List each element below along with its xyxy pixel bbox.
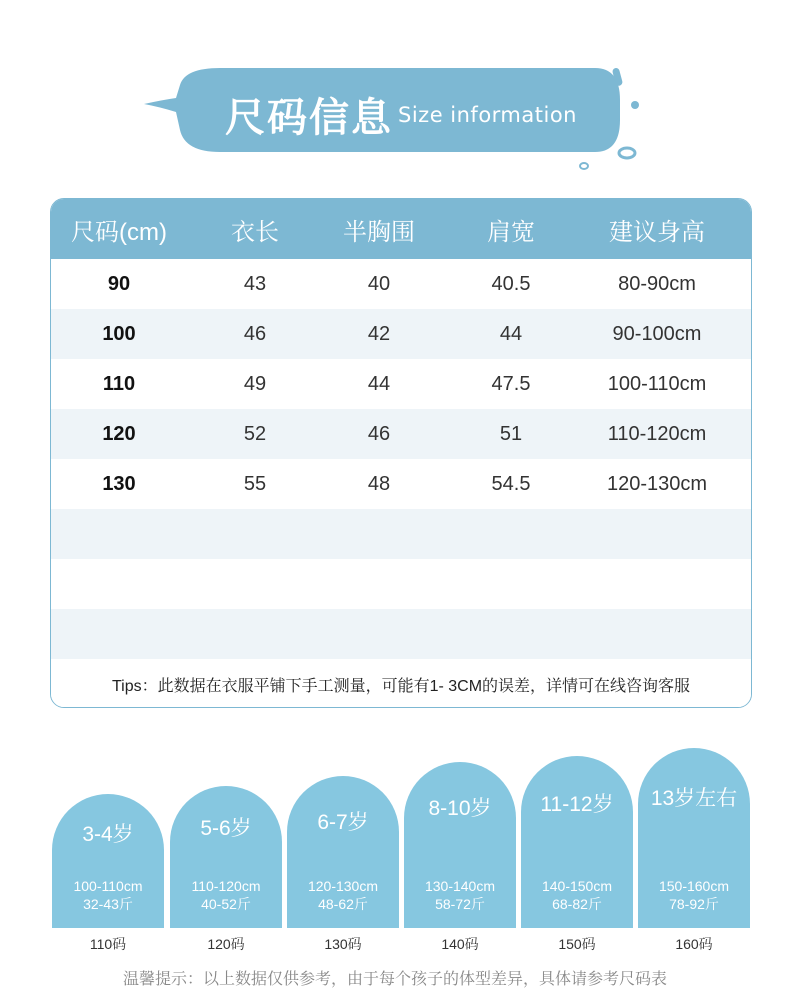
size-code: 140码 xyxy=(441,936,479,952)
page-subtitle: Size information xyxy=(398,103,577,127)
cell-half-chest: 44 xyxy=(367,372,391,395)
cell-height: 100-110cm xyxy=(607,372,707,395)
cell-size: 130 xyxy=(102,472,136,495)
size-table xyxy=(50,198,752,708)
age-height-range: 150-160cm xyxy=(658,878,730,894)
cell-half-chest: 42 xyxy=(367,322,391,345)
age-label: 11-12岁 xyxy=(540,793,614,816)
age-label: 8-10岁 xyxy=(428,797,492,820)
cell-half-chest: 46 xyxy=(367,422,391,445)
cell-shoulder: 51 xyxy=(499,422,523,445)
age-height-range: 130-140cm xyxy=(424,878,496,894)
age-weight-range: 40-52斤 xyxy=(201,896,251,912)
cell-size: 110 xyxy=(102,372,136,395)
size-code: 120码 xyxy=(207,936,245,952)
cell-size: 90 xyxy=(107,272,131,295)
size-code: 110码 xyxy=(89,936,127,952)
cell-size: 100 xyxy=(102,322,136,345)
age-weight-range: 48-62斤 xyxy=(318,896,368,912)
cell-height: 110-120cm xyxy=(607,422,707,445)
age-weight-range: 58-72斤 xyxy=(435,896,485,912)
cell-shoulder: 44 xyxy=(499,322,523,345)
age-label: 6-7岁 xyxy=(317,811,369,834)
cell-height: 90-100cm xyxy=(612,322,702,345)
cell-length: 43 xyxy=(243,272,267,295)
title-bubble xyxy=(140,60,650,175)
column-header-size: 尺码(cm) xyxy=(71,218,167,246)
age-height-range: 120-130cm xyxy=(307,878,379,894)
cell-half-chest: 48 xyxy=(367,472,391,495)
cell-height: 80-90cm xyxy=(618,272,696,295)
reference-note: 温馨提示：以上数据仅供参考，由于每个孩子的体型差异，具体请参考尺码表 xyxy=(122,971,667,988)
age-size-tiles xyxy=(0,748,790,928)
table-row-empty xyxy=(51,509,751,559)
column-header-height: 建议身高 xyxy=(609,218,705,246)
age-tile xyxy=(521,756,633,928)
cell-length: 49 xyxy=(243,372,267,395)
table-row xyxy=(51,259,751,309)
cell-size: 120 xyxy=(102,422,136,445)
size-code: 160码 xyxy=(675,936,713,952)
cell-length: 46 xyxy=(243,322,267,345)
age-label: 5-6岁 xyxy=(200,817,252,840)
table-row xyxy=(51,309,751,359)
measurement-tips: Tips：此数据在衣服平铺下手工测量，可能有1- 3CM的误差，详情可在线咨询客服 xyxy=(51,661,751,707)
column-header-shoulder: 肩宽 xyxy=(487,218,535,246)
age-tile xyxy=(170,786,282,928)
cell-height: 120-130cm xyxy=(606,472,708,495)
age-tile xyxy=(287,776,399,928)
table-row xyxy=(51,359,751,409)
cell-shoulder: 40.5 xyxy=(491,272,531,295)
size-codes xyxy=(0,934,790,954)
age-tile xyxy=(404,762,516,928)
table-header xyxy=(51,199,751,259)
age-tile xyxy=(638,748,750,928)
page-title: 尺码信息 xyxy=(225,95,393,141)
cell-length: 55 xyxy=(243,472,267,495)
size-code: 130码 xyxy=(324,936,362,952)
column-header-half-chest: 半胸围 xyxy=(343,218,415,246)
table-row xyxy=(51,409,751,459)
age-tile xyxy=(52,794,164,928)
column-header-length: 衣长 xyxy=(231,218,279,246)
cell-length: 52 xyxy=(243,422,267,445)
cell-half-chest: 40 xyxy=(367,272,391,295)
age-label: 13岁左右 xyxy=(650,787,738,810)
age-weight-range: 78-92斤 xyxy=(669,896,719,912)
cell-shoulder: 47.5 xyxy=(491,372,531,395)
table-row-empty xyxy=(51,559,751,609)
age-weight-range: 68-82斤 xyxy=(552,896,602,912)
table-row-empty xyxy=(51,609,751,659)
age-height-range: 100-110cm xyxy=(73,878,143,894)
size-code: 150码 xyxy=(558,936,596,952)
cell-shoulder: 54.5 xyxy=(491,472,531,495)
age-weight-range: 32-43斤 xyxy=(83,896,133,912)
age-label: 3-4岁 xyxy=(82,823,134,846)
table-row xyxy=(51,459,751,509)
age-height-range: 140-150cm xyxy=(541,878,613,894)
age-height-range: 110-120cm xyxy=(191,878,261,894)
